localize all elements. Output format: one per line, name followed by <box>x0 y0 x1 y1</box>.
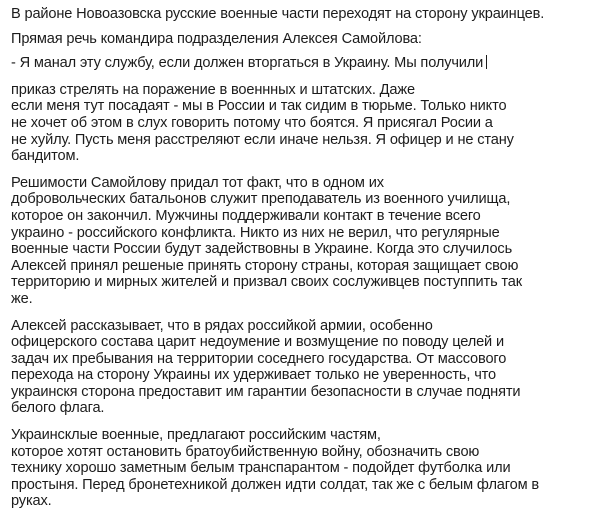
quote-first-line-text: - Я манал эту службу, если должен вторгаться в Украину. Мы получили <box>11 55 484 72</box>
paragraph-4 <box>11 427 597 510</box>
paragraph-line: которое он закончил. Мужчины поддерживали контакт в течение всего <box>11 207 481 224</box>
paragraph-line: военные части России будут задействовны в Украине. Когда это случилось <box>11 241 513 258</box>
quote-line: бандитом. <box>11 148 80 165</box>
quote-paragraph <box>11 82 597 165</box>
paragraph-line: Алексей рассказывает, что в рядах российкой армии, особенно <box>11 317 433 334</box>
quote-line: если меня тут посадаят - мы в России и так сидим в тюрьме. Только никто <box>11 98 507 115</box>
paragraph-line: руках. <box>11 493 52 510</box>
paragraph-line: украино - российского конфликта. Никто из них не верил, что регулярные <box>11 224 500 241</box>
paragraph-line: офицерского состава царит недоумение и возмущение по поводу целей и <box>11 334 504 351</box>
paragraph-line: которое хотят остановить братоубийственную войну, обозначить свою <box>11 443 480 460</box>
paragraph-line: территорию и мирных жителей и призвал своих сослуживцев поступпить так <box>11 274 523 291</box>
paragraph-line: же. <box>11 290 33 307</box>
paragraph-line: Алексей принял решеные принять сторону страны, которая защищает свою <box>11 257 519 274</box>
quote-line: не хуйлу. Пусть меня расстреляют если иначе нельзя. Я офицер и не стану <box>11 131 514 148</box>
paragraph-2 <box>11 175 597 308</box>
intro-line: Прямая речь командира подразделения Алексея Самойлова: <box>11 30 422 47</box>
paragraph-line: добровольческих батальонов служит преподаватель из военного училища, <box>11 191 511 208</box>
text-cursor <box>486 55 487 69</box>
paragraph-line: технику хорошо заметным белым транспарантом - подойдет футболка или <box>11 460 511 477</box>
quote-first-line <box>11 55 597 72</box>
paragraph-line: задач их пребывания на территории соседнего государства. От массового <box>11 350 507 367</box>
paragraph-line: Решимости Самойлову придал тот факт, что в одном их <box>11 174 384 191</box>
paragraph-3 <box>11 318 597 418</box>
paragraph-line: Украинсклые военные, предлагают российским частям, <box>11 427 381 444</box>
paragraph-line: белого флага. <box>11 400 105 417</box>
paragraph-line: перехода на сторону Украины их удерживает только не уверенность, что <box>11 367 496 384</box>
quote-line: не хочет об этом в слух говорить потому что боятся. Я присягал Росии а <box>11 114 493 131</box>
paragraph-line: простыня. Перед бронетехникой должен идти солдат, так же с белым флагом в <box>11 476 539 493</box>
quote-line: приказ стрелять на поражение в военнных и штатских. Даже <box>11 81 415 98</box>
paragraph-line: украинскя сторона предоставит им гарантии безопасности в случае подняти <box>11 383 521 400</box>
headline: В районе Новоазовска русские военные части переходят на сторону украинцев. <box>11 6 545 22</box>
document-body <box>11 6 597 510</box>
